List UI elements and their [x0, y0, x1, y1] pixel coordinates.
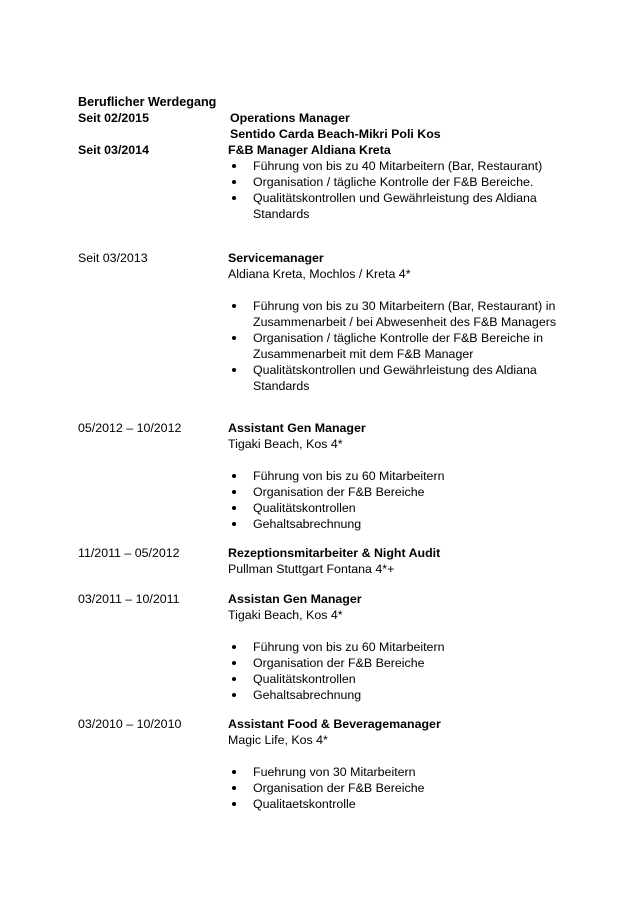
bullet-icon [232, 164, 236, 168]
list-item: Führung von bis zu 40 Mitarbeitern (Bar, Restaurant) [228, 158, 573, 174]
list-item: Gehaltsabrechnung [228, 687, 573, 703]
entry-subtitle: Tigaki Beach, Kos 4* [228, 437, 343, 451]
list-item: Führung von bis zu 30 Mitarbeitern (Bar, Restaurant) in Zusammenarbeit / bei Abwesenheit des F&B Managers [228, 298, 573, 330]
list-item: Organisation / tägliche Kontrolle der F&B Bereiche. [228, 174, 573, 190]
list-item: Qualitätskontrollen und Gewährleistung des Aldiana Standards [228, 362, 553, 394]
bullet-list [228, 764, 573, 812]
entry-title: Assistant Gen Manager [228, 421, 366, 435]
bullet-icon [232, 368, 236, 372]
bullet-list [228, 158, 573, 222]
entry-date: 03/2010 – 10/2010 [78, 717, 182, 731]
bullet-icon [232, 180, 236, 184]
entry-date: Seit 03/2014 [78, 143, 149, 157]
entry-title: Assistan Gen Manager [228, 592, 362, 606]
list-item: Fuehrung von 30 Mitarbeitern [228, 764, 573, 780]
list-item: Organisation der F&B Bereiche [228, 484, 573, 500]
entry-content [228, 250, 573, 394]
entry-date: 03/2011 – 10/2011 [78, 592, 180, 606]
entry-subtitle: Pullman Stuttgart Fontana 4*+ [228, 562, 395, 576]
list-item: Qualitätskontrollen [228, 671, 573, 687]
bullet-icon [232, 304, 236, 308]
entry-title: F&B Manager Aldiana Kreta [228, 143, 391, 157]
list-item: Qualitätskontrollen [228, 500, 573, 516]
section-heading: Beruflicher Werdegang [78, 95, 217, 109]
entry-date: Seit 03/2013 [78, 251, 148, 265]
entry-content [228, 591, 573, 703]
entry-content [228, 716, 573, 812]
list-item: Qualitaetskontrolle [228, 796, 573, 812]
bullet-icon [232, 770, 236, 774]
entry-content [230, 110, 575, 142]
bullet-icon [232, 786, 236, 790]
list-item: Führung von bis zu 60 Mitarbeitern [228, 639, 573, 655]
entry-subtitle: Sentido Carda Beach-Mikri Poli Kos [230, 127, 441, 141]
list-item: Qualitätskontrollen und Gewährleistung des Aldiana Standards [228, 190, 553, 222]
bullet-icon [232, 661, 236, 665]
entry-title: Assistant Food & Beveragemanager [228, 717, 441, 731]
bullet-icon [232, 490, 236, 494]
bullet-list [228, 468, 573, 532]
entry-content [228, 420, 573, 532]
bullet-icon [232, 336, 236, 340]
entry-title: Servicemanager [228, 251, 324, 265]
entry-date: Seit 02/2015 [78, 111, 149, 125]
entry-subtitle: Aldiana Kreta, Mochlos / Kreta 4* [228, 267, 411, 281]
entry-title: Operations Manager [230, 111, 350, 125]
entry-title: Rezeptionsmitarbeiter & Night Audit [228, 546, 441, 560]
list-item: Organisation der F&B Bereiche [228, 655, 573, 671]
bullet-icon [232, 802, 236, 806]
bullet-icon [232, 506, 236, 510]
entry-date: 11/2011 – 05/2012 [78, 546, 180, 560]
entry-content [228, 545, 573, 577]
entry-date: 05/2012 – 10/2012 [78, 421, 182, 435]
bullet-list [228, 298, 573, 394]
bullet-icon [232, 522, 236, 526]
list-item: Gehaltsabrechnung [228, 516, 573, 532]
bullet-icon [232, 645, 236, 649]
bullet-icon [232, 196, 236, 200]
bullet-icon [232, 474, 236, 478]
bullet-list [228, 639, 573, 703]
list-item: Führung von bis zu 60 Mitarbeitern [228, 468, 573, 484]
entry-subtitle: Magic Life, Kos 4* [228, 733, 328, 747]
entry-subtitle: Tigaki Beach, Kos 4* [228, 608, 343, 622]
list-item: Organisation / tägliche Kontrolle der F&B Bereiche in Zusammenarbeit mit dem F&B Manager [228, 330, 573, 362]
bullet-icon [232, 693, 236, 697]
entry-content [228, 142, 573, 222]
list-item: Organisation der F&B Bereiche [228, 780, 573, 796]
bullet-icon [232, 677, 236, 681]
